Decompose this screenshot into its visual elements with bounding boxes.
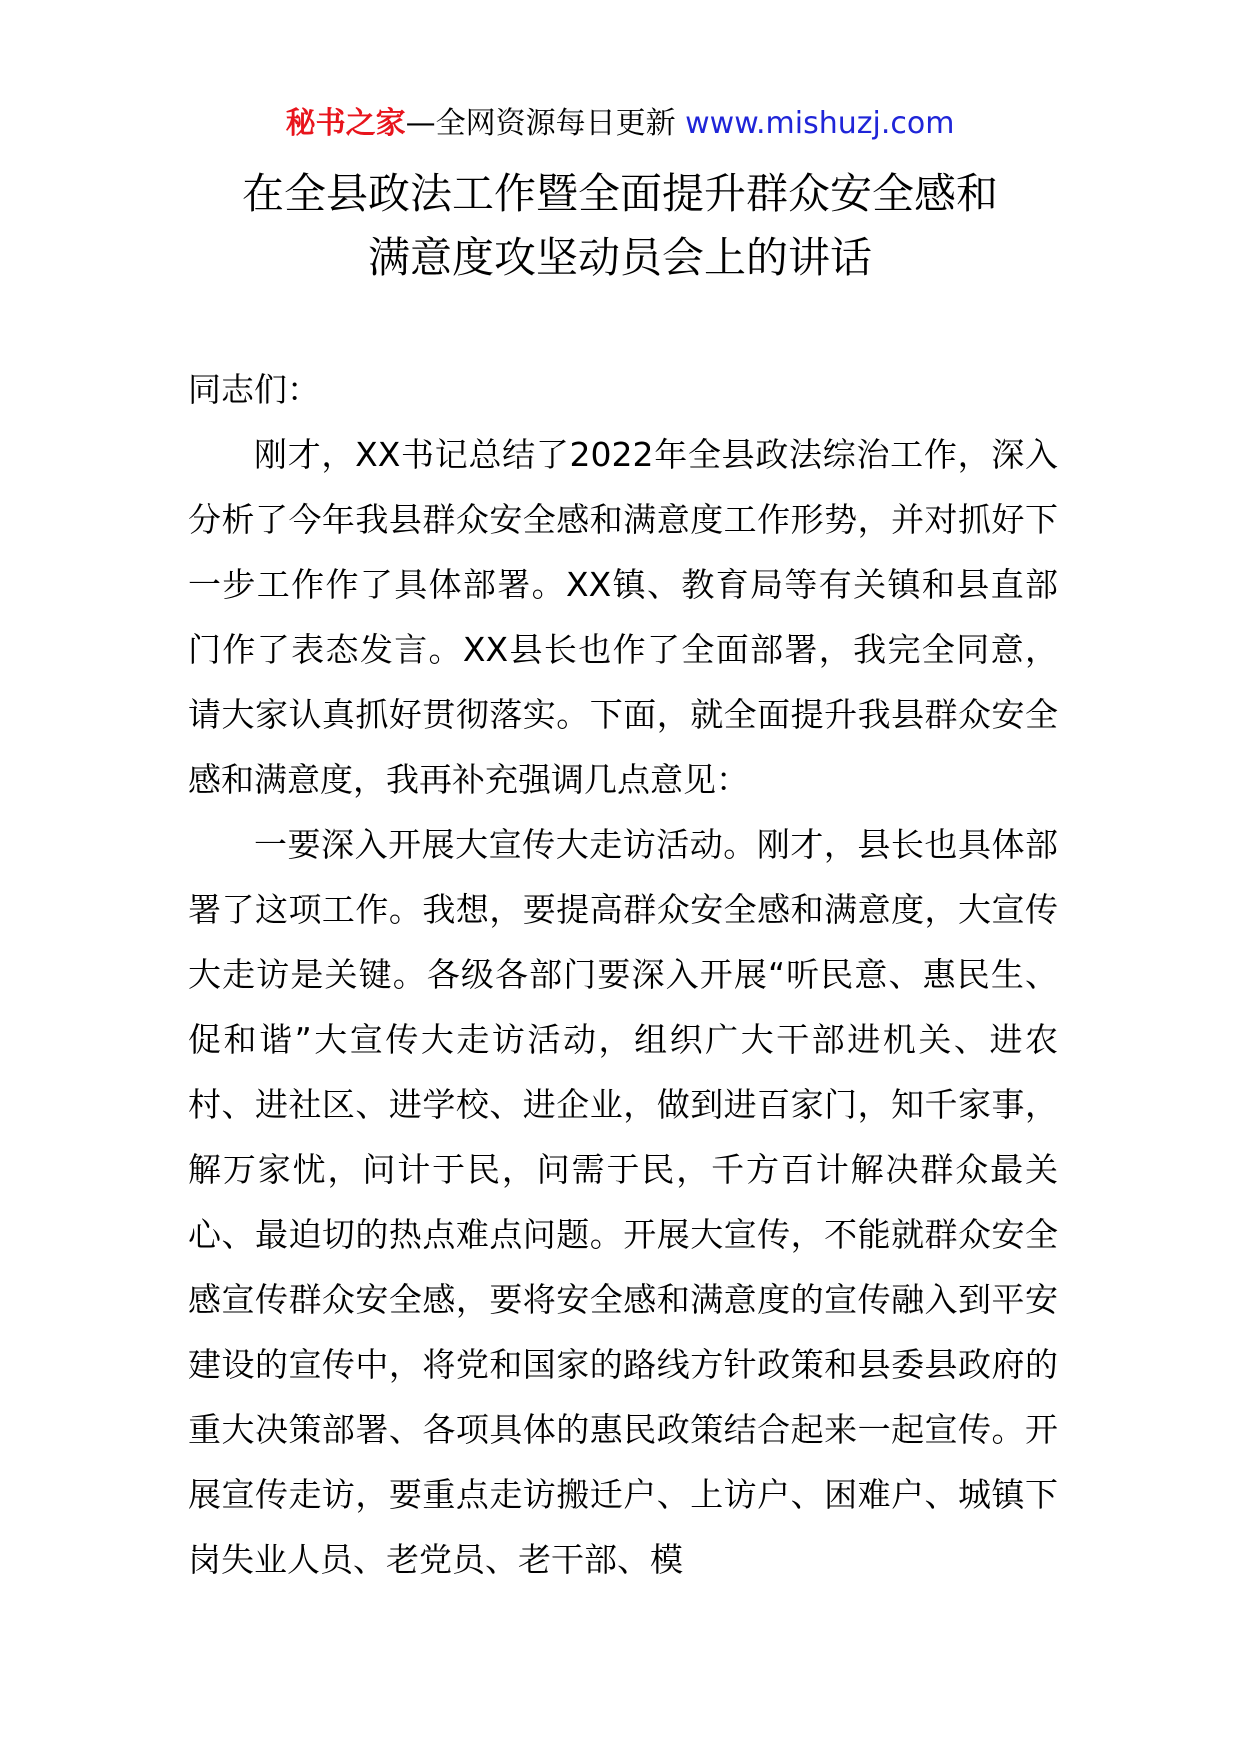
site-url-link[interactable]: www.mishuzj.com (685, 106, 955, 141)
document-title-line-1: 在全县政法工作暨全面提升群众安全感和 (241, 169, 998, 218)
site-brand: 秘书之家 (285, 106, 406, 141)
salutation: 同志们： (188, 370, 320, 409)
document-body (188, 357, 1058, 1592)
site-tagline: —全网资源每日更新 (405, 106, 686, 141)
paragraph-2: 一要深入开展大宣传大走访活动。刚才，县长也具体部署了这项工作。我想，要提高群众安全感和满意度，大宣传大走访是关键。各级各部门要深入开展“听民意、惠民生、促和谐”大宣传大走访活动，组织广大干部进机关、进农村、进社区、进学校、进企业，做到进百家门，知千家事，解万家忧，问计于民，问需于民，千方百计解决群众最关心、最迫切的热点难点问题。开展大宣传，不能就群众安全感宣传群众安全感，要将安全感和满意度的宣传融入到平安建设的宣传中，将党和国家的路线方针政策和县委县政府的重大决策部署、各项具体的惠民政策结合起来一起宣传。开展宣传走访，要重点走访搬迁户、上访户、困难户、城镇下岗失业人员、老党员、老干部、模 (188, 825, 1058, 1579)
paragraph-1: 刚才，XX书记总结了2022年全县政法综治工作，深入分析了今年我县群众安全感和满意度工作形势，并对抓好下一步工作作了具体部署。XX镇、教育局等有关镇和县直部门作了表态发言。XX县长也作了全面部署，我完全同意，请大家认真抓好贯彻落实。下面，就全面提升我县群众安全感和满意度，我再补充强调几点意见： (188, 435, 1058, 799)
site-header (0, 102, 1240, 146)
document-title (0, 162, 1240, 290)
document-title-line-2: 满意度攻坚动员会上的讲话 (367, 233, 872, 282)
